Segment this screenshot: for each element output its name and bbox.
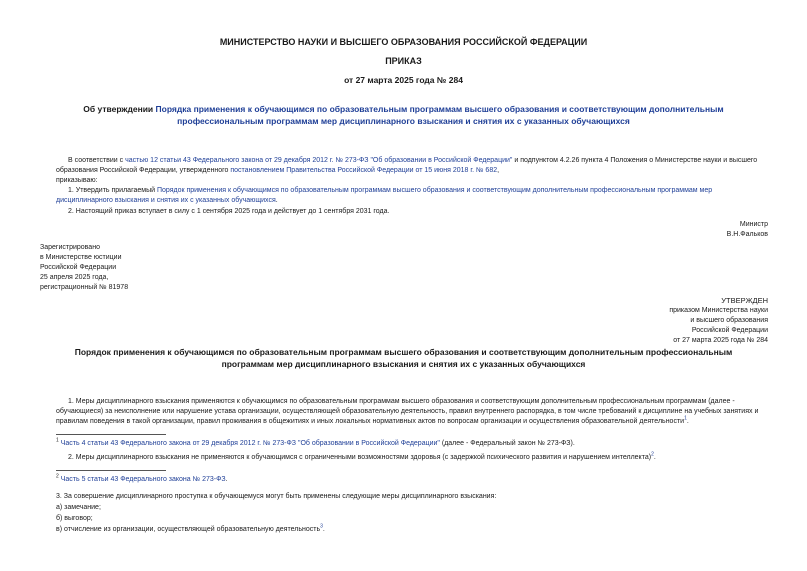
doc-date-number: от 27 марта 2025 года № 284: [344, 75, 463, 85]
paragraph-2-end: .: [653, 454, 656, 461]
title-link-procedure[interactable]: Порядка применения к обучающимся по образовательным программам высшего образования и соответствующим дополнительным: [155, 104, 724, 114]
footnote-1-text: (далее - Федеральный закон № 273-ФЗ).: [439, 440, 575, 447]
item-1: [56, 186, 768, 196]
paragraph-1-line1: [56, 397, 768, 407]
registration-line2: в Министерстве юстиции: [40, 254, 122, 261]
paragraph-3-item-c-text: в) отчисление из организации, осуществляющей образовательную деятельность: [56, 526, 321, 533]
ministry-heading: МИНИСТЕРСТВО НАУКИ И ВЫСШЕГО ОБРАЗОВАНИЯ РОССИЙСКОЙ ФЕДЕРАЦИИ: [219, 37, 588, 47]
paragraph-3-item-b: б) выговор;: [56, 515, 93, 522]
approved-heading: УТВЕРЖДЕН: [721, 296, 768, 305]
footnote-2-mark: 2: [56, 473, 59, 480]
paragraph-2: [68, 453, 656, 463]
registration-line4: 25 апреля 2025 года,: [40, 274, 109, 281]
preamble-text: и подпунктом 4.2.26 пункта 4 Положения о Министерстве науки и высшего: [512, 157, 758, 164]
footnote-1-mark: 1: [56, 437, 59, 444]
paragraph-2-text: 2. Меры дисциплинарного взыскания не применяются к обучающимся с ограниченными возможностями здоровья (с задержкой психического развития и нарушением интеллекта): [68, 454, 652, 461]
link-footnote-2[interactable]: Часть 5 статьи 43 Федерального закона № 273-ФЗ: [60, 476, 226, 483]
order-title-line1: [0, 104, 807, 114]
doc-type-heading: ПРИКАЗ: [385, 56, 422, 66]
item-2: 2. Настоящий приказ вступает в силу с 1 сентября 2025 года и действует до 1 сентября 2031 года.: [68, 208, 390, 215]
signature-name: В.Н.Фальков: [726, 231, 768, 238]
preamble-line1: [68, 156, 757, 166]
title-link-procedure-cont[interactable]: профессиональным программам мер дисциплинарного взыскания и снятия их с указанных обучающихся: [177, 116, 630, 126]
footnote-divider: [56, 434, 166, 435]
order-title-line2: [0, 116, 807, 126]
footnote-ref-3[interactable]: 3: [320, 523, 323, 530]
footnote-1: [56, 439, 575, 449]
paragraph-3: 3. За совершение дисциплинарного проступка к обучающемуся могут быть применены следующие меры дисциплинарного взыскания:: [56, 493, 497, 500]
paragraph-1-text: правилам поведения в такой организации, правил проживания в общежитиях и иных локальных нормативных актов по вопросам организации и осуществления образовательной деятельности: [56, 418, 685, 425]
footnote-2: [56, 475, 228, 485]
paragraph-1-text: 1. Меры дисциплинарного взыскания применяются к обучающимся по образовательным программам высшего образования и соответствующим дополнительным профессиональным программам (далее -: [68, 398, 735, 405]
paragraph-3-item-a: а) замечание;: [56, 504, 101, 511]
preamble-text: В соответствии с: [68, 157, 126, 164]
item-1-end: .: [275, 197, 278, 204]
procedure-title-line1: Порядок применения к обучающимся по образовательным программам высшего образования и соответствующим дополнительным профессиональным: [74, 347, 733, 357]
link-government-decree-682[interactable]: постановлением Правительства Российской Федерации от 15 июня 2018 г. № 682: [230, 167, 498, 174]
paragraph-1-line2: [56, 407, 768, 417]
link-procedure[interactable]: Порядок применения к обучающимся по образовательным программам высшего образования и соответствующим дополнительным профессиональным программам мер: [156, 187, 713, 194]
paragraph-3-item-c: [56, 525, 325, 535]
title-prefix: Об утверждении: [83, 104, 156, 114]
link-law-273[interactable]: частью 12 статьи 43 Федерального закона от 29 декабря 2012 г. № 273-ФЗ "Об образовании в Российской Федерации": [125, 157, 513, 164]
registration-line3: Российской Федерации: [40, 264, 117, 271]
registration-line1: Зарегистрировано: [40, 244, 100, 251]
registration-line5: регистрационный № 81978: [40, 284, 129, 291]
paragraph-1-text: обучающиеся) за неисполнение или нарушение устава организации, осуществляющей образовательную деятельность, правил внутреннего распорядка, в том числе требований к дисциплине на учебных занятиях и: [56, 408, 759, 415]
signature-title: Министр: [739, 221, 768, 228]
procedure-title-line2: программам мер дисциплинарного взыскания и снятия их с указанных обучающихся: [221, 359, 586, 369]
footnote-ref-2[interactable]: 2: [651, 451, 654, 458]
approved-line2: приказом Министерства науки: [669, 307, 768, 314]
footnote-ref-1[interactable]: 1: [684, 415, 687, 422]
link-procedure-cont[interactable]: дисциплинарного взыскания и снятия их с указанных обучающихся: [56, 197, 276, 204]
approved-line3: и высшего образования: [690, 317, 768, 324]
order-word: приказываю:: [56, 177, 98, 184]
paragraph-1-end: .: [686, 418, 689, 425]
approved-line5: от 27 марта 2025 года № 284: [673, 337, 768, 344]
preamble-text: ,: [497, 167, 500, 174]
paragraph-1-line3: [56, 417, 689, 427]
item-1-cont: [56, 196, 278, 206]
preamble-text: образования Российской Федерации, утвержденного: [56, 167, 231, 174]
link-footnote-1[interactable]: Часть 4 статьи 43 Федерального закона от 29 декабря 2012 г. № 273-ФЗ "Об образовании в Российской Федерации": [60, 440, 440, 447]
footnote-2-end: .: [225, 476, 228, 483]
paragraph-3-item-c-end: .: [322, 526, 325, 533]
footnote-divider: [56, 470, 166, 471]
preamble-line2: [56, 166, 499, 176]
item-1-prefix: 1. Утвердить прилагаемый: [68, 187, 157, 194]
approved-line4: Российской Федерации: [691, 327, 768, 334]
